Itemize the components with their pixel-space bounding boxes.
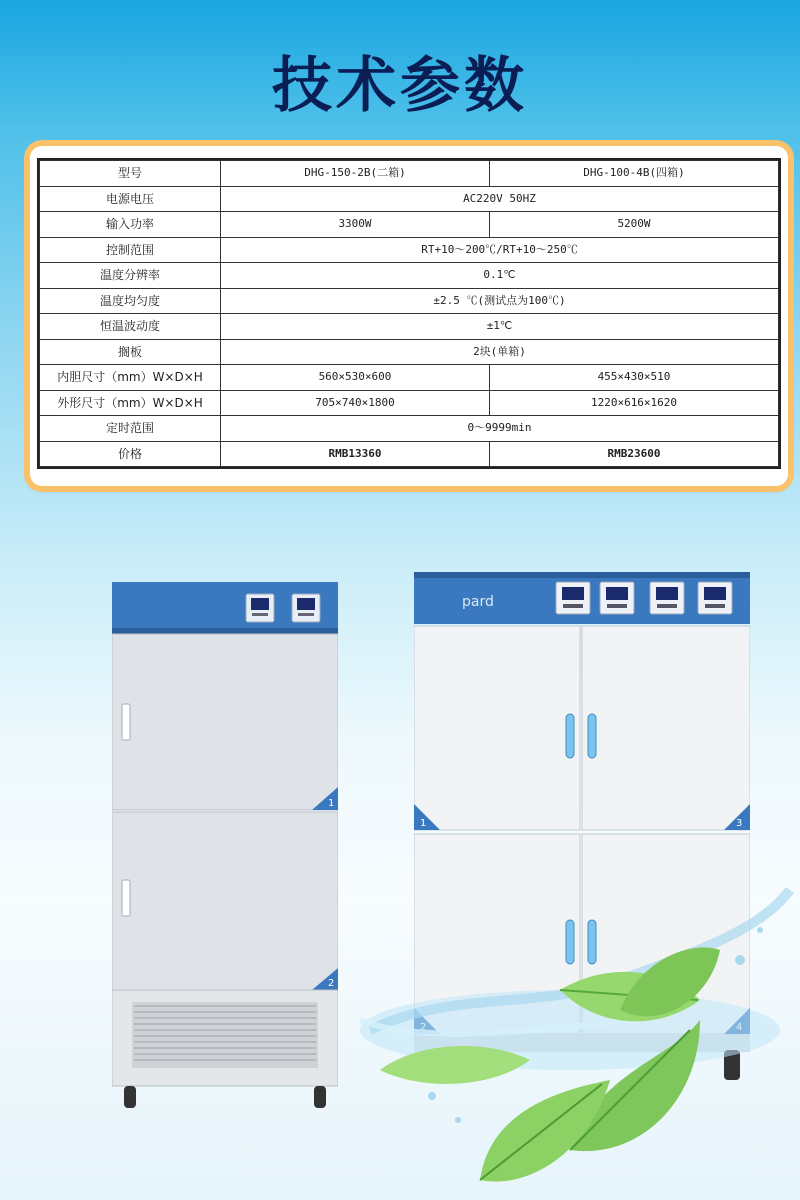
- table-row: [40, 186, 779, 212]
- door-1: [112, 634, 338, 810]
- table-row: [40, 365, 779, 391]
- value-cell: ±1℃: [221, 314, 779, 340]
- door-number: 2: [328, 978, 335, 989]
- value-cell: 0.1℃: [221, 263, 779, 289]
- door-handle: [588, 714, 596, 758]
- door-1: [414, 626, 580, 830]
- value-cell: 560×530×600: [221, 365, 490, 391]
- row-label: 外形尺寸（mm）W×D×H: [40, 390, 221, 416]
- row-label: 型号: [40, 161, 221, 187]
- value-cell: RMB13360: [221, 441, 490, 467]
- caster-wheel: [314, 1086, 326, 1108]
- door-handle: [566, 714, 574, 758]
- row-label: 温度分辨率: [40, 263, 221, 289]
- controller-icon: [556, 582, 590, 614]
- door-3: [582, 626, 750, 830]
- table-row: [40, 339, 779, 365]
- value-cell: 705×740×1800: [221, 390, 490, 416]
- row-label: 定时范围: [40, 416, 221, 442]
- table-row: [40, 288, 779, 314]
- value-cell: 1220×616×1620: [490, 390, 779, 416]
- value-cell: DHG-100-4B(四箱): [490, 161, 779, 187]
- value-cell: ±2.5 ℃(测试点为100℃): [221, 288, 779, 314]
- table-row: [40, 314, 779, 340]
- door-number: 1: [420, 818, 427, 829]
- spec-panel: [30, 146, 788, 486]
- row-label: 恒温波动度: [40, 314, 221, 340]
- row-label: 内胆尺寸（mm）W×D×H: [40, 365, 221, 391]
- table-row: [40, 237, 779, 263]
- controller-icon: [698, 582, 732, 614]
- table-row: [40, 212, 779, 238]
- value-cell: RMB23600: [490, 441, 779, 467]
- row-label: 价格: [40, 441, 221, 467]
- table-row: [40, 416, 779, 442]
- door-2: [112, 812, 338, 990]
- brand-logo: pard: [462, 594, 494, 610]
- value-cell: RT+10～200℃/RT+10～250℃: [221, 237, 779, 263]
- row-label: 输入功率: [40, 212, 221, 238]
- value-cell: DHG-150-2B(二箱): [221, 161, 490, 187]
- spec-table: [39, 160, 779, 467]
- row-label: 温度均匀度: [40, 288, 221, 314]
- controller-icon: [246, 594, 274, 622]
- value-cell: 455×430×510: [490, 365, 779, 391]
- door-number: 1: [328, 798, 335, 809]
- page-title: 技术参数: [272, 51, 528, 121]
- row-label: 电源电压: [40, 186, 221, 212]
- value-cell: 3300W: [221, 212, 490, 238]
- water-leaves-decoration: [340, 870, 800, 1200]
- value-cell: 2块(单箱): [221, 339, 779, 365]
- table-row: [40, 441, 779, 467]
- table-row: [40, 161, 779, 187]
- controller-icon: [650, 582, 684, 614]
- table-row: [40, 263, 779, 289]
- two-chamber-oven-image: [112, 582, 338, 1112]
- controller-icon: [292, 594, 320, 622]
- row-label: 搁板: [40, 339, 221, 365]
- value-cell: 5200W: [490, 212, 779, 238]
- table-row: [40, 390, 779, 416]
- controller-icon: [600, 582, 634, 614]
- value-cell: AC220V 50HZ: [221, 186, 779, 212]
- caster-wheel: [124, 1086, 136, 1108]
- door-number: 3: [736, 818, 743, 829]
- value-cell: 0～9999min: [221, 416, 779, 442]
- row-label: 控制范围: [40, 237, 221, 263]
